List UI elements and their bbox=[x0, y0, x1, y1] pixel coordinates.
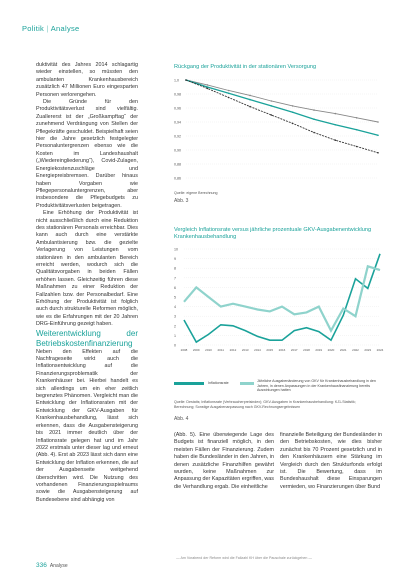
section-heading: Weiterentwicklung der Betriebskostenfinanzierung bbox=[36, 328, 138, 348]
data-point bbox=[228, 93, 230, 95]
y-tick-label: 3 bbox=[174, 314, 176, 319]
series-line bbox=[184, 266, 380, 330]
data-point bbox=[271, 100, 273, 102]
data-point bbox=[292, 105, 294, 107]
y-tick-label: 8 bbox=[174, 266, 176, 271]
x-tick-label: 2013 bbox=[241, 348, 249, 352]
y-tick-label: 2 bbox=[174, 324, 176, 329]
legend-swatch-gkv bbox=[240, 382, 254, 385]
y-tick-label: 7 bbox=[174, 276, 176, 281]
productivity-series-line bbox=[186, 80, 378, 122]
productivity-chart bbox=[172, 74, 384, 186]
data-point bbox=[335, 113, 337, 115]
figure2-source: Quelle: Destatis; Inflationsrate (Verbraucherpreisindex); GKV-Ausgaben in Krankenhausbehandlung: KJ1-Statistik; Berechnung; Sonstige Ausgabenanpassung nach GKV-Rechnungsergebnissen bbox=[174, 400, 356, 409]
productivity-series-line bbox=[186, 80, 378, 135]
data-point bbox=[335, 139, 337, 141]
header-section: Politik bbox=[22, 24, 45, 33]
page-number bbox=[36, 562, 68, 569]
header-separator: | bbox=[46, 24, 49, 33]
data-point bbox=[249, 99, 251, 101]
data-point bbox=[249, 106, 251, 108]
data-point bbox=[228, 97, 230, 99]
data-point bbox=[292, 111, 294, 113]
figure1-caption: Abb. 3 bbox=[174, 198, 189, 204]
x-tick-label: 2015 bbox=[266, 348, 274, 352]
x-tick-label: 2019 bbox=[315, 348, 323, 352]
y-tick-label: 0,92 bbox=[174, 134, 181, 139]
x-tick-label: 2021 bbox=[339, 348, 347, 352]
series-line bbox=[184, 254, 380, 342]
data-point bbox=[185, 79, 187, 81]
data-point bbox=[207, 86, 209, 88]
x-tick-label: 2010 bbox=[205, 348, 212, 352]
data-point bbox=[313, 109, 315, 111]
data-point bbox=[228, 90, 230, 92]
x-tick-label: 2023 bbox=[364, 348, 372, 352]
x-tick-label: 2016 bbox=[278, 348, 286, 352]
data-point bbox=[313, 118, 315, 120]
x-tick-label: 2018 bbox=[303, 348, 310, 352]
figure2-caption: Abb. 4 bbox=[174, 416, 189, 422]
y-tick-label: 6 bbox=[174, 285, 176, 290]
paragraph: finanzielle Beteiligung der Bundesländer in den Betriebskosten, wie dies bisher zunächst bis 70 Prozent gesetzlich und in den Krankenhäusern eine Stärkung im Vergleich durch den Strukturfonds erfolgt ist. Die Bewertung, dass im Bundeshaushalt diese Einsparungen vermieden, wo Finanzierungen über Bund bbox=[280, 432, 382, 490]
data-point bbox=[207, 84, 209, 86]
inflation-chart bbox=[172, 245, 384, 360]
figure1-title: Rückgang der Produktivität in der stationären Versorgung bbox=[174, 64, 317, 70]
paragraph: duktivität des Jahres 2014 schlagartig wieder einstellen, so müssten den ambulanten Krankenhausbereich zusätzlich 47 Millionen Euro eingesparten Personen verlorengehen. bbox=[36, 62, 138, 98]
bottom-text-column-1 bbox=[174, 432, 274, 491]
page-number-value: 336 bbox=[36, 562, 47, 569]
running-header bbox=[22, 24, 80, 33]
y-tick-label: 0,96 bbox=[174, 106, 181, 111]
legend-label-gkv: Jährliche Ausgabenänderung von GKV für Krankenhausbehandlung in den Jahren, in denen Anpassungen in der Krankenhausfinanzierung bereits Auswirkungen hatten bbox=[257, 379, 376, 393]
data-point bbox=[377, 152, 379, 154]
x-tick-label: 2020 bbox=[327, 348, 335, 352]
data-point bbox=[292, 123, 294, 125]
y-tick-label: 9 bbox=[174, 257, 176, 262]
figure1-source: Quelle: eigene Berechnung bbox=[174, 191, 218, 195]
data-point bbox=[335, 124, 337, 126]
left-text-column bbox=[36, 62, 138, 504]
x-tick-label: 2008 bbox=[180, 348, 188, 352]
header-subsection: Analyse bbox=[50, 24, 80, 33]
y-tick-label: 1 bbox=[174, 333, 176, 338]
data-point bbox=[377, 121, 379, 123]
paragraph: Eine Erhöhung der Produktivität ist nicht ausschließlich durch eine Reduktion des stationären Personals erreichbar. Dies kann auch durch eine verstärkte Ambulantisierung bzw. die gezielte Verlagerung von Leistungen vom stationären in den ambulanten Bereich erreicht werden, wodurch sich die Qualitätsvorgaben in beiden Fällen erhöhen lassen. Gleichzeitig führen diese Maßnahmen zu einer Reduktion der Fallzahlen bzw. der Personalbedarf. Eine Erhöhung der Produktivität ist folglich auch durch strukturelle Reformen möglich, wie es die Erfahrungen mit der 20 Jahren DRG-Einführung gezeigt haben. bbox=[36, 210, 138, 328]
y-tick-label: 5 bbox=[174, 295, 176, 300]
y-tick-label: 1,0 bbox=[174, 78, 179, 83]
footer-note: — Am Vorabend der Reform wird die Fallzahl KH über die Pauschale zurückgehen — bbox=[176, 556, 312, 560]
y-tick-label: 0,90 bbox=[174, 148, 181, 153]
paragraph: Die Gründe für den Produktivitätsverlust sind vielfältig. Zuallererst ist der „Großkampftag“ der zunehmend Verdrängung von Stellen der Pflegekräfte geschuldet. Beispielhaft seien hier die Jahre gesetzlich festgelegter Personaluntergrenzen ebenso wie die Kosten im Landeshaushalt („Wiedereingliederung“), Covid-Zulagen, Energiekostenzuschläge und Energiepreisbremsen. Darüber hinaus haben Vorgaben wie Pflegepersonaluntergrenzen, aber insbesondere die Pflegebudgets zu Produktivitätsverlusten beigetragen. bbox=[36, 99, 138, 209]
data-point bbox=[356, 146, 358, 148]
bottom-text-column-2 bbox=[280, 432, 382, 491]
data-point bbox=[271, 105, 273, 107]
figure2-title: Vergleich Inflationsrate versus jährliche prozentuale GKV-Ausgabenentwicklung Krankenhausbehandlung bbox=[174, 227, 372, 240]
x-tick-label: 2017 bbox=[290, 348, 298, 352]
data-point bbox=[207, 88, 209, 90]
y-tick-label: 4 bbox=[174, 305, 176, 310]
paragraph: (Abb. 5). Eine überwiegende Lage des Budgets ist finanziell möglich, in den meisten Fällen der Finanzierung. Zudem haben die Bundesländer in den Jahren, in denen zusätzliche Finanzhilfen gewährt wurden, keine Maßnahmen zur Anpassung der Kapazitäten ergriffen, was die Verhandlung ergab. Die einheitliche bbox=[174, 432, 274, 490]
y-tick-label: 0,88 bbox=[174, 162, 181, 167]
data-point bbox=[249, 95, 251, 97]
data-point bbox=[271, 114, 273, 116]
y-tick-label: 0,94 bbox=[174, 120, 181, 125]
y-tick-label: 0,86 bbox=[174, 176, 181, 181]
x-tick-label: 2011 bbox=[217, 348, 224, 352]
x-tick-label: 2014 bbox=[254, 348, 261, 352]
x-tick-label: 2022 bbox=[352, 348, 359, 352]
x-tick-label: 2012 bbox=[229, 348, 237, 352]
data-point bbox=[356, 117, 358, 119]
data-point bbox=[313, 132, 315, 134]
y-tick-label: 0 bbox=[174, 343, 176, 348]
x-tick-label: 2024 bbox=[376, 348, 384, 352]
paragraph: Neben den Effekten auf die Nachfrageseite wirkt auch die Inflationsentwicklung auf die Finanzierungsproblematik der Krankenhäuser bei. Hierbei handelt es sich allerdings um ein eher zeitlich begrenztes Phänomen. Vergleicht man die Entwicklung der Inflationsraten mit der Entwicklung der GKV-Ausgaben für Krankenhausbehandlung, lässt sich erkennen, dass die Ausgabensteigerung bis 2021 immer deutlich über der Inflationsrate gelegen hat und im Jahr 2022 erstmals unter dieser lag und erneut (Abb. 4). Erst ab 2023 lässt sich dann eine Entwicklung der Inflation erkennen, die auf der Ausgabenseite weitgehend überschritten wird. Die Nutzung des vorhandenen Finanzierungsspielraums sowie die Ausgabensteigerung auf Bundesebene sind abhängig von bbox=[36, 348, 138, 503]
y-tick-label: 0,98 bbox=[174, 92, 181, 97]
legend-label-inflation: Inflationsrate bbox=[208, 381, 229, 385]
data-point bbox=[377, 135, 379, 137]
data-point bbox=[356, 129, 358, 131]
x-tick-label: 2009 bbox=[192, 348, 200, 352]
y-tick-label: 10 bbox=[174, 247, 178, 252]
legend-swatch-inflation bbox=[174, 382, 204, 385]
publication-name: Analyse bbox=[49, 563, 68, 569]
